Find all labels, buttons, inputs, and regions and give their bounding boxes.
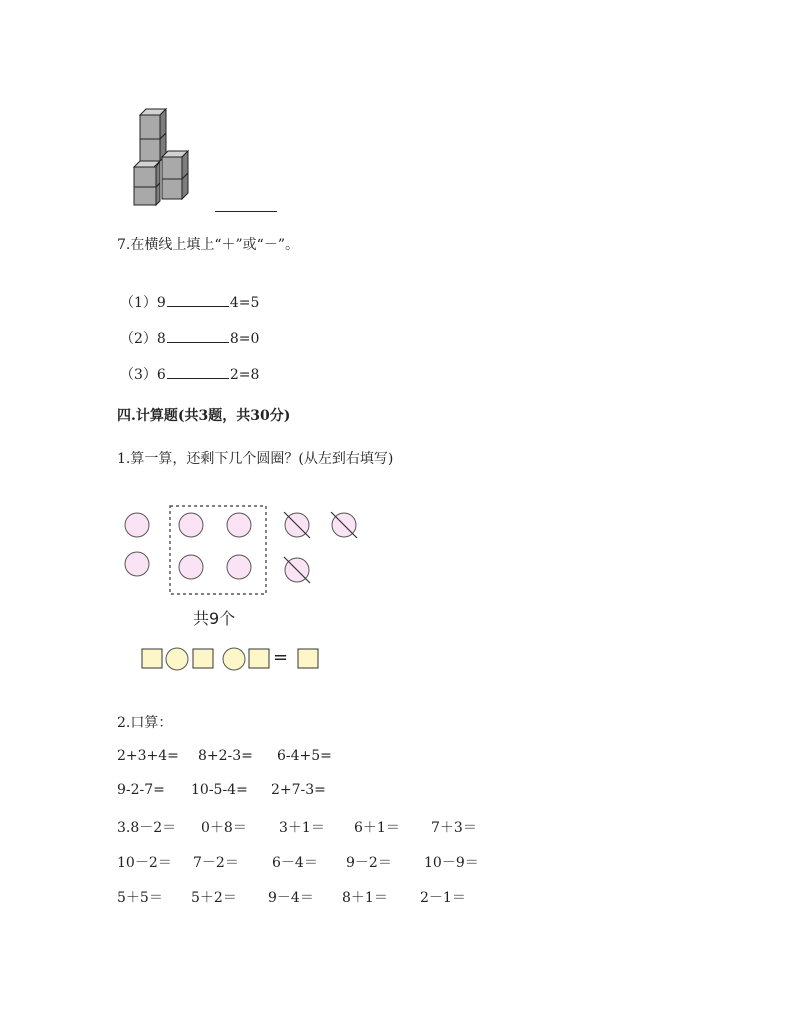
q7-answer-blank[interactable]: [167, 366, 229, 379]
total-label: 共9个: [193, 609, 236, 628]
oral-calc-item: 9－2＝: [346, 855, 392, 871]
cubes-answer-line[interactable]: [215, 211, 277, 212]
crossed-circle: [284, 512, 310, 538]
oral-calc-item: 3.8－2＝: [117, 820, 177, 836]
oral-calc-item: 2+3+4=: [117, 748, 179, 764]
q7-item-3: （3）6 2=8: [120, 367, 260, 383]
answer-box[interactable]: [142, 649, 162, 668]
circle: [125, 513, 149, 537]
q7-item-label: （1）: [120, 295, 157, 311]
oral-calc-item: 0＋8＝: [201, 820, 247, 836]
section-title: 四.计算题(共3题，共30分): [117, 408, 291, 424]
q7-item-2: （2）8 8=0: [120, 331, 260, 347]
oral-calc-item: 2+7-3=: [271, 782, 326, 798]
oral-calc-item: 2－1＝: [420, 890, 466, 906]
s4q1-prompt: 1.算一算，还剩下几个圆圈？(从左到右填写): [117, 451, 394, 467]
oral-calc-item: 6－4＝: [272, 855, 318, 871]
circles-figure: [118, 500, 368, 600]
equals-sign: =: [273, 647, 289, 668]
oral-calc-item: 10-5-4=: [191, 782, 248, 798]
oral-calc-item: 3＋1＝: [279, 820, 325, 836]
oral-calc-item: 5＋5＝: [117, 890, 163, 906]
answer-shapes-row: [140, 645, 325, 673]
operator-circle[interactable]: [166, 648, 188, 670]
oral-calc-item: 9－4＝: [268, 890, 314, 906]
circle: [227, 555, 251, 579]
circle: [227, 513, 251, 537]
oral-calc-item: 10－9＝: [424, 855, 479, 871]
circle: [125, 552, 149, 576]
oral-calc-item: 6-4+5=: [277, 748, 332, 764]
oral-calc-item: 8+2-3=: [198, 748, 253, 764]
s4q2-prompt: 2.口算：: [117, 715, 173, 731]
oral-calc-item: 5＋2＝: [191, 890, 237, 906]
q7-answer-blank[interactable]: [167, 294, 229, 307]
oral-calc-item: 7＋3＝: [431, 820, 477, 836]
crossed-circle: [331, 512, 357, 538]
oral-calc-item: 10－2＝: [117, 855, 172, 871]
q7-item-label: （2）: [120, 331, 157, 347]
operator-circle[interactable]: [223, 648, 245, 670]
q7-prompt: 7.在横线上填上“＋”或“－”。: [117, 237, 299, 253]
circle: [179, 555, 203, 579]
answer-box[interactable]: [249, 649, 269, 668]
oral-calc-item: 6＋1＝: [354, 820, 400, 836]
q7-answer-blank[interactable]: [167, 330, 229, 343]
circle: [179, 513, 203, 537]
q7-item-label: （3）: [120, 367, 157, 383]
oral-calc-item: 9-2-7=: [117, 782, 165, 798]
answer-box[interactable]: [193, 649, 213, 668]
oral-calc-item: 8＋1＝: [342, 890, 388, 906]
q7-item-1: （1）9 4=5: [120, 295, 260, 311]
oral-calc-item: 7－2＝: [193, 855, 239, 871]
answer-box[interactable]: [298, 649, 318, 668]
cube-stack-figure: [128, 105, 198, 211]
crossed-circle: [284, 557, 310, 583]
